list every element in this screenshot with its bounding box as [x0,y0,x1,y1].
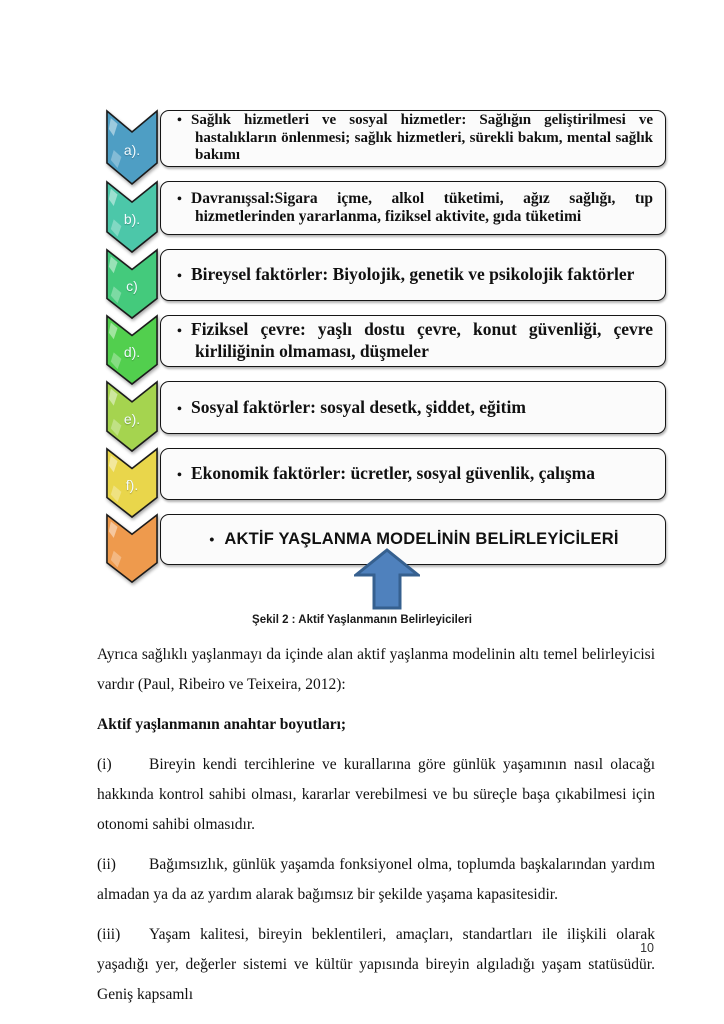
body-text [97,640,655,1020]
item-box [160,448,666,500]
paragraph-item-ii [97,850,655,910]
item-box [160,249,666,301]
item-letter: e). [123,410,141,427]
figure-item-c [106,249,666,301]
item-text: Sosyal faktörler: sosyal desetk, şiddet, eğitim [191,396,526,417]
bullet: • [177,191,182,207]
paragraph-item-i [97,750,655,840]
item-text: Sağlık hizmetleri ve sosyal hizmetler: Sağlığın geliştirilmesi ve hastalıkların önlenmesi; sağlık hizmetleri, sürekli bakım, mental sağlık bakımı [191,112,653,164]
figure-caption: Şekil 2 : Aktif Yaşlanmanın Belirleyicileri [252,614,472,626]
paragraph-item-iii [97,920,655,1010]
item-body: Yaşam kalitesi, bireyin beklentileri, amaçları, standartları ile ilişkili olarak yaşadığı yer, değerler sistemi ve kültür yapısında bireyin algıladığı yaşam statüsüdür. Geniş kapsamlı [97,926,655,1003]
up-arrow-icon [354,548,420,610]
item-letter: c) [126,278,138,295]
paragraph-intro: Ayrıca sağlıklı yaşlanmayı da içinde alan aktif yaşlanma modelinin altı temel belirleyicisi vardır (Paul, Ribeiro ve Teixeira, 2012): [97,646,655,693]
bullet: • [177,324,182,340]
item-text: Davranışsal:Sigara içme, alkol tüketimi, ağız sağlığı, tıp hizmetlerinden yararlanma, fiziksel aktivite, gıda tüketimi [191,189,653,226]
chevron-down-icon [106,315,158,367]
figure-item-b [106,181,666,235]
item-box [160,315,666,367]
figure-item-d [106,315,666,367]
figure-title-text: AKTİF YAŞLANMA MODELİNİN BELİRLEYİCİLERİ [224,529,619,548]
item-box [160,181,666,235]
item-letter: d). [123,344,141,361]
page-number: 10 [640,941,654,955]
bullet: • [177,269,182,285]
figure-item-e [106,381,666,434]
item-body: Bağımsızlık, günlük yaşamda fonksiyonel olma, toplumda başkalarından yardım almadan ya da az yardım alarak bağımsız bir şekilde yaşama kapasitesidir. [97,856,655,903]
item-text: Ekonomik faktörler: ücretler, sosyal güvenlik, çalışma [191,463,595,484]
item-box [160,381,666,434]
item-text: Fiziksel çevre: yaşlı dostu çevre, konut güvenliği, çevre kirliliğinin olmaması, düşmeler [191,319,653,361]
figure-item-f [106,448,666,500]
item-box [160,110,666,167]
chevron-down-icon [106,110,158,167]
bullet: • [177,468,182,484]
item-text: Bireysel faktörler: Biyolojik, genetik ve psikolojik faktörler [191,264,635,285]
item-letter: a). [123,141,141,158]
bullet: • [177,113,182,129]
item-number: (i) [97,756,112,773]
item-number: (iii) [97,926,121,943]
item-body: Bireyin kendi tercihlerine ve kurallarına göre günlük yaşamının nasıl olacağı hakkında kontrol sahibi olması, kararlar verebilmesi ve bu süreçle başa çıkabilmesi için otonomi sahibi olmasıdır. [97,756,655,833]
figure-item-a [106,110,666,167]
paragraph-heading: Aktif yaşlanmanın anahtar boyutları; [97,716,347,733]
chevron-down-icon [106,514,158,565]
chevron-down-icon [106,181,158,235]
chevron-down-icon [106,249,158,301]
item-letter: f). [125,477,139,494]
item-number: (ii) [97,856,116,873]
chevron-down-icon [106,381,158,434]
item-letter: b). [123,211,141,228]
chevron-down-icon [106,448,158,500]
bullet: • [209,530,215,547]
bullet: • [177,401,182,417]
figure-chevron-diagram [106,110,666,565]
